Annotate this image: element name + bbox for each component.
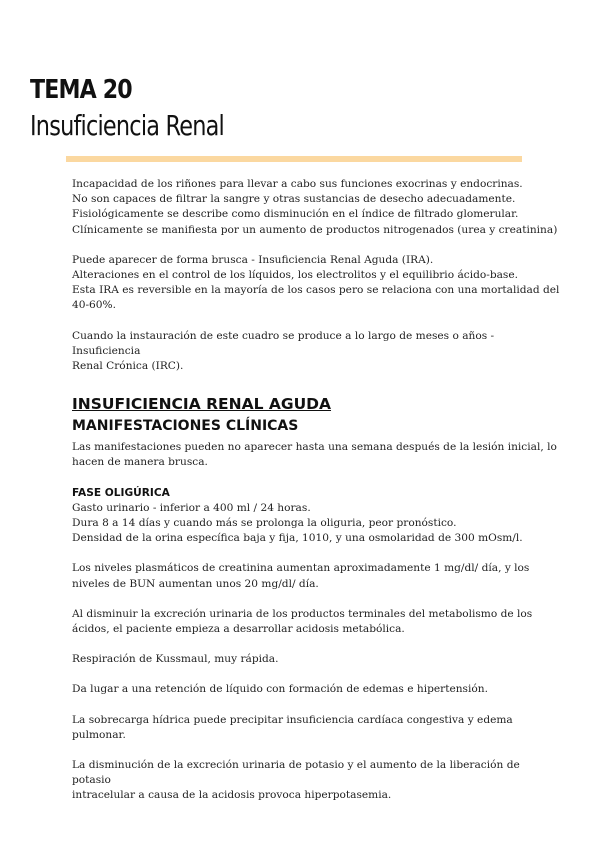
page-title: Insuficiencia Renal [30,109,224,142]
text-line: Da lugar a una retención de líquido con formación de edemas e hipertensión. [72,683,488,696]
title-underline-rule [66,156,522,162]
phase-title: FASE OLIGÚRICA [72,486,170,499]
text-line: La disminución de la excreción urinaria de potasio y el aumento de la liberación de potasio [72,759,520,787]
text-line: Las manifestaciones pueden no aparecer hasta una semana después de la lesión inicial, lo [72,441,557,454]
sobrecarga-paragraph [72,713,562,743]
text-line: 40-60%. [72,299,116,312]
ira-paragraph [72,253,562,314]
text-line: Al disminuir la excreción urinaria de los productos terminales del metabolismo de los [72,607,533,620]
text-line: Esta IRA es reversible en la mayoría de los casos pero se relaciona con una mortalidad del [72,284,560,297]
text-line: Clínicamente se manifiesta por un aumento de productos nitrogenados (urea y creatinina) [72,223,558,236]
retencion-paragraph [72,682,562,697]
text-line: ácidos, el paciente empieza a desarrollar acidosis metabólica. [72,623,405,636]
text-line: intracelular a causa de la acidosis provoca hiperpotasemia. [72,789,392,802]
manifestaciones-paragraph [72,440,562,470]
text-line: Respiración de Kussmaul, muy rápida. [72,653,279,666]
text-line: Densidad de la orina específica baja y fija, 1010, y una osmolaridad de 300 mOsm/l. [72,532,523,545]
document-body [72,177,562,804]
text-line: niveles de BUN aumentan unos 20 mg/dl/ día. [72,577,319,590]
text-line: Cuando la instauración de este cuadro se produce a lo largo de meses o años - Insuficiencia [72,329,495,357]
text-line: Dura 8 a 14 días y cuando más se prolonga la oliguria, peor pronóstico. [72,517,457,530]
text-line: No son capaces de filtrar la sangre y otras sustancias de desecho adecuadamente. [72,193,516,206]
text-line: Puede aparecer de forma brusca - Insuficiencia Renal Aguda (IRA). [72,253,434,266]
section-heading: INSUFICIENCIA RENAL AGUDA [72,395,332,414]
text-line: Incapacidad de los riñones para llevar a cabo sus funciones exocrinas y endocrinas. [72,178,523,190]
irc-paragraph [72,329,562,375]
text-line: Alteraciones en el control de los líquidos, los electrolitos y el equilibrio ácido-base. [72,269,518,282]
creatinina-paragraph [72,561,562,591]
text-line: Renal Crónica (IRC). [72,360,184,373]
text-line: pulmonar. [72,728,126,741]
text-line: hacen de manera brusca. [72,456,208,469]
text-line: Fisiológicamente se describe como disminución en el índice de filtrado glomerular. [72,208,519,221]
text-line: Gasto urinario - inferior a 400 ml / 24 horas. [72,501,311,514]
text-line: La sobrecarga hídrica puede precipitar insuficiencia cardíaca congestiva y edema [72,713,513,726]
section-subheading: MANIFESTACIONES CLÍNICAS [72,418,299,435]
acidosis-paragraph [72,607,562,637]
intro-paragraph [72,177,562,238]
tema-label: TEMA 20 [30,75,132,105]
text-line: Los niveles plasmáticos de creatinina aumentan aproximadamente 1 mg/dl/ día, y los [72,562,530,575]
potasio-paragraph [72,758,562,804]
kussmaul-paragraph [72,652,562,667]
phase-paragraph [72,501,562,547]
